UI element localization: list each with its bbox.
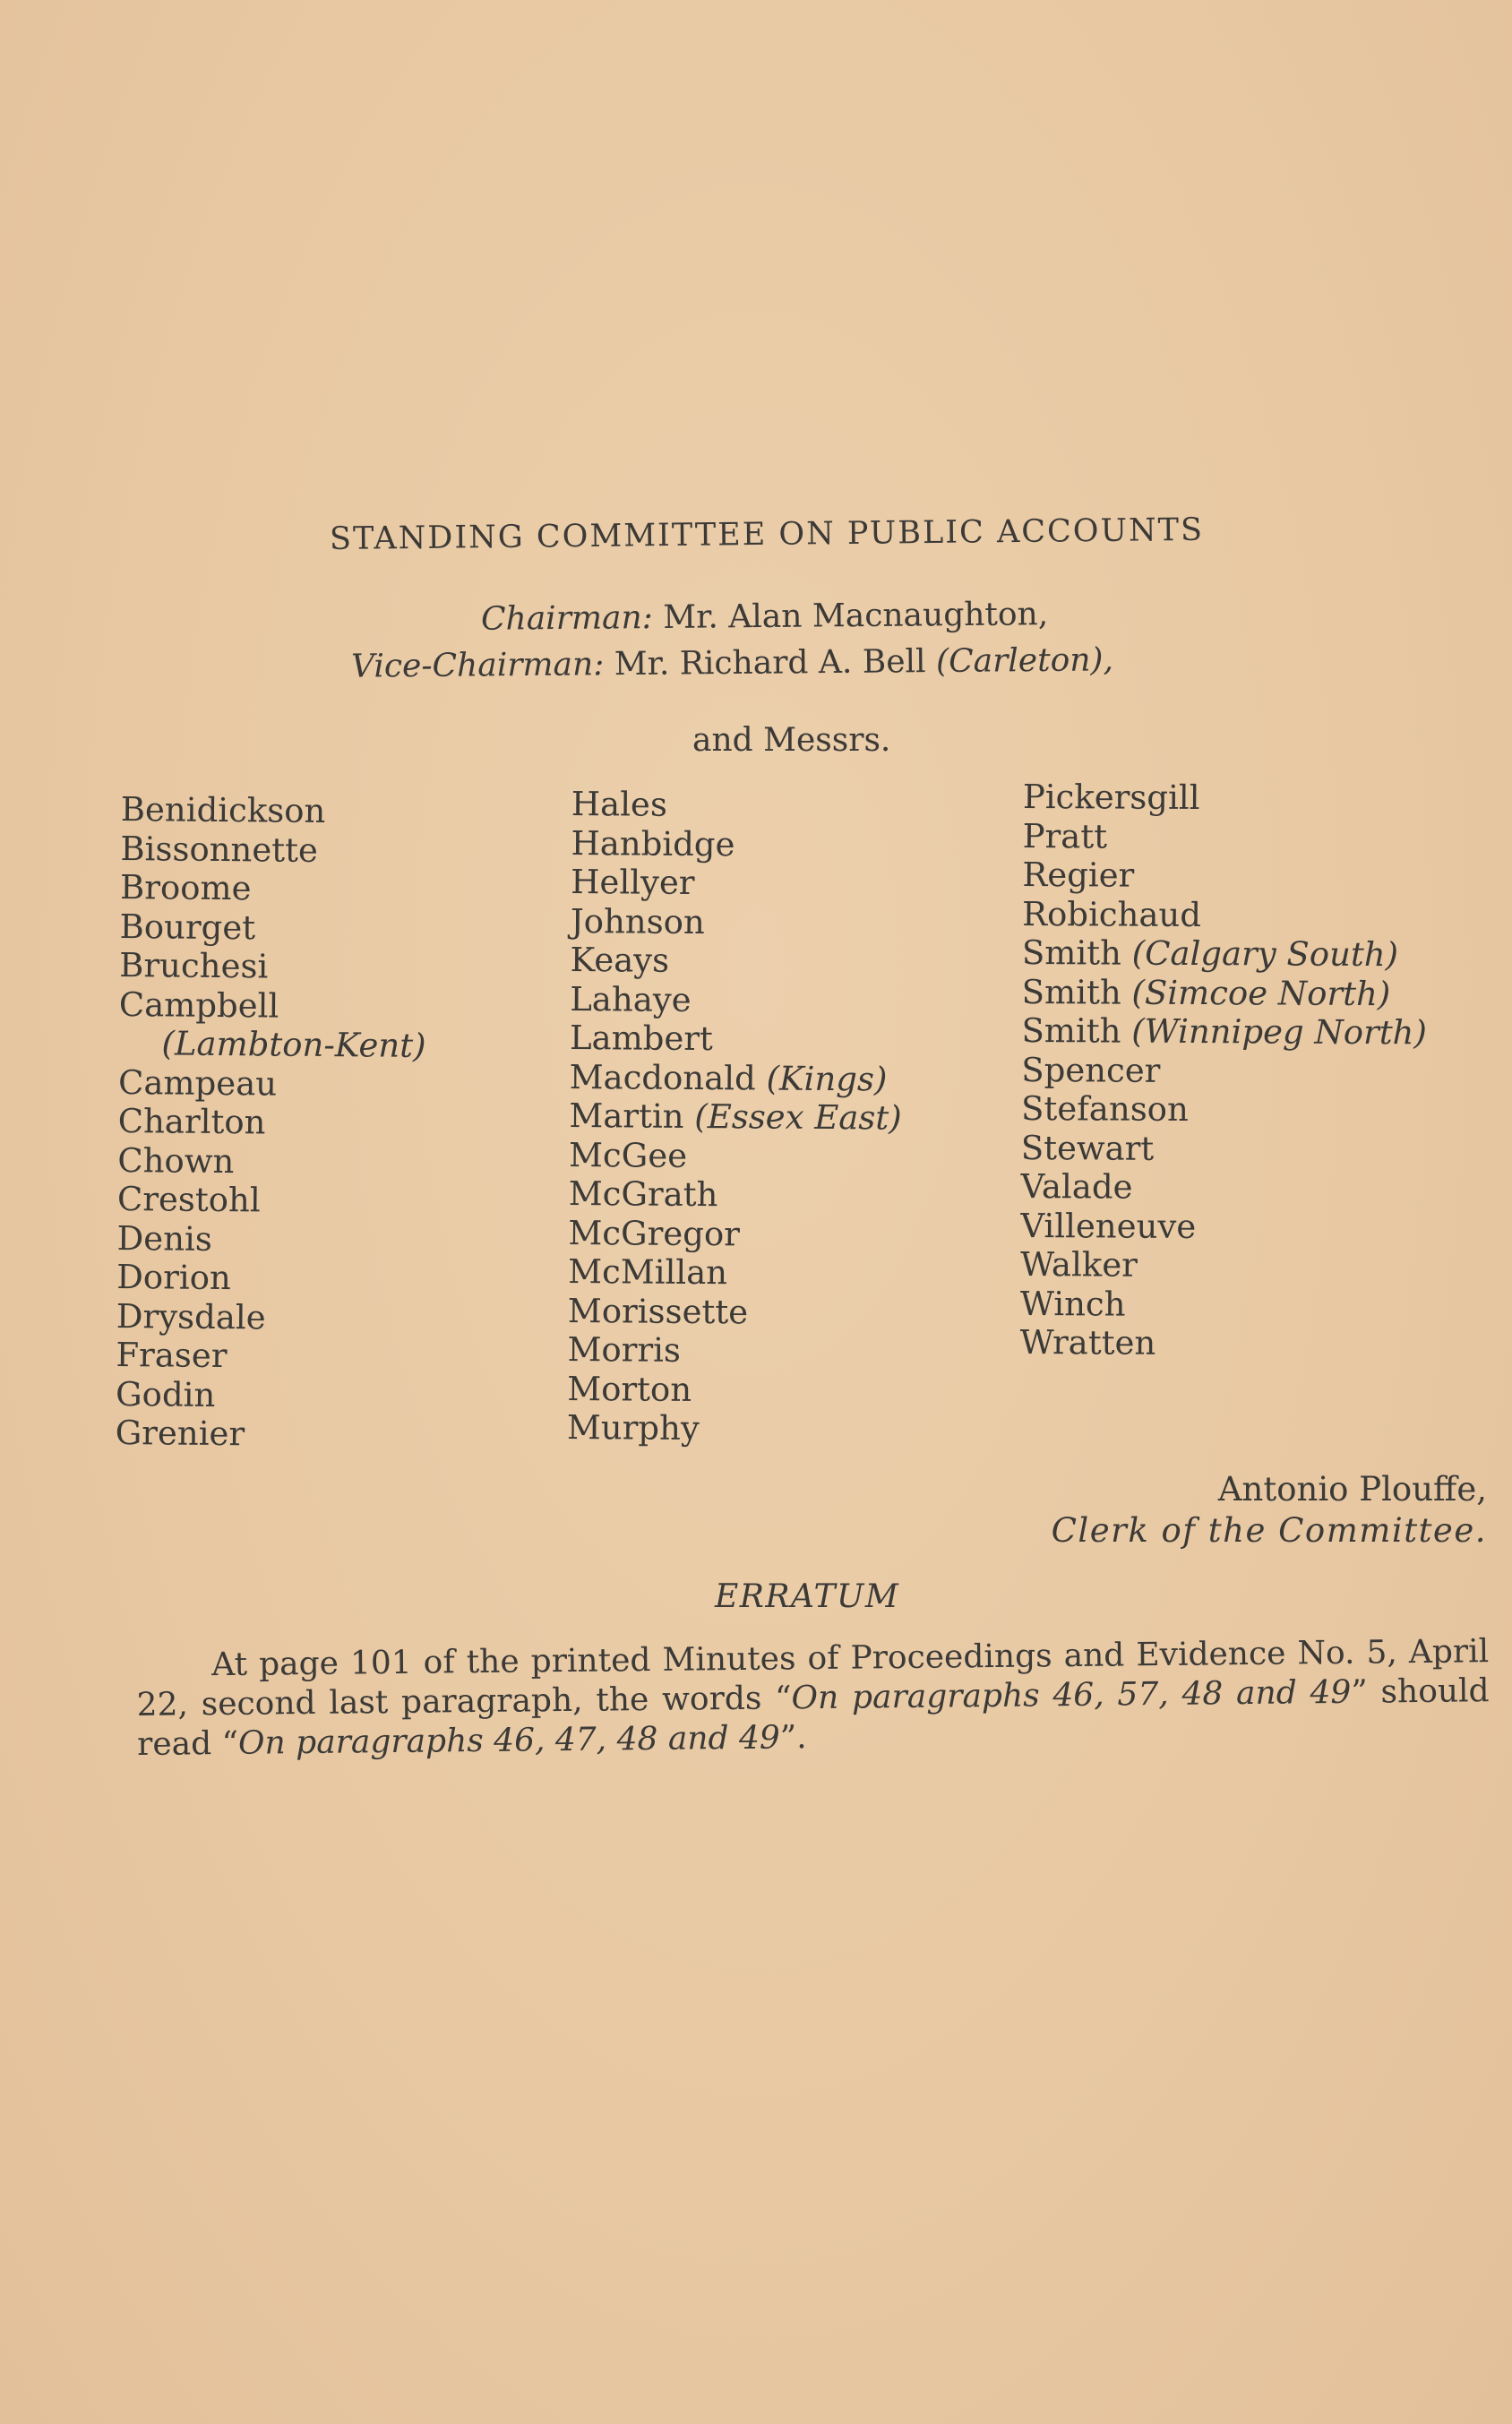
riding-text: (Calgary South) bbox=[1131, 933, 1399, 975]
members-column-3 bbox=[1020, 778, 1429, 1364]
member-name: Chown bbox=[117, 1140, 235, 1181]
and-messrs: and Messrs. bbox=[692, 722, 891, 759]
member-name: Hanbidge bbox=[571, 823, 735, 864]
member-name: Pratt bbox=[1022, 816, 1108, 855]
member-name: Hales bbox=[571, 785, 668, 824]
member-name: Johnson bbox=[570, 901, 705, 941]
member-name: Bissonnette bbox=[120, 829, 319, 870]
riding-text: (Winnipeg North) bbox=[1131, 1011, 1428, 1053]
members-column-2 bbox=[567, 785, 904, 1449]
member-name: Martin bbox=[569, 1096, 684, 1136]
erratum-correct-words: On paragraphs 46, 47, 48 and 49 bbox=[237, 1719, 780, 1762]
member-name: Smith bbox=[1021, 933, 1122, 973]
member-name: Keays bbox=[570, 940, 670, 980]
member-name: Bruchesi bbox=[119, 945, 269, 986]
member-name: Godin bbox=[115, 1374, 216, 1414]
members-column-1 bbox=[116, 790, 428, 1455]
erratum-paragraph bbox=[136, 1632, 1490, 1765]
member-name: Benidickson bbox=[120, 790, 326, 830]
chairman-line bbox=[481, 596, 1049, 638]
member-entry bbox=[1022, 933, 1428, 975]
member-name: Lahaye bbox=[570, 979, 692, 1019]
member-entry bbox=[1021, 1011, 1427, 1053]
riding-text: (Kings) bbox=[766, 1059, 888, 1098]
member-name: Valade bbox=[1020, 1166, 1133, 1207]
member-name: Wratten bbox=[1019, 1322, 1156, 1362]
member-name: Bourget bbox=[119, 907, 256, 947]
riding-text: (Essex East) bbox=[694, 1096, 902, 1138]
member-name: Dorion bbox=[116, 1257, 232, 1298]
erratum-text-end: ”. bbox=[779, 1719, 807, 1757]
member-name: Campeau bbox=[117, 1062, 278, 1104]
member-name: Broome bbox=[119, 867, 252, 908]
member-riding bbox=[118, 1024, 425, 1065]
vice-chairman-line bbox=[351, 641, 1113, 684]
erratum-heading: ERRATUM bbox=[715, 1578, 900, 1615]
member-name: Lambert bbox=[569, 1018, 714, 1059]
committee-heading: STANDING COMMITTEE ON PUBLIC ACCOUNTS bbox=[329, 511, 1205, 557]
member-name: Hellyer bbox=[571, 862, 695, 902]
member-name: Robichaud bbox=[1022, 894, 1202, 934]
erratum-wrong-words: On paragraphs 46, 57, 48 and 49 bbox=[791, 1673, 1352, 1717]
member-name: McGregor bbox=[568, 1213, 741, 1253]
member-name: Murphy bbox=[566, 1407, 700, 1448]
erratum-text-start: At page 101 of the printed Minutes of Proceedings and Evidence No. 5, April 22, second last paragraph, the words “ bbox=[136, 1633, 1490, 1723]
member-name: McMillan bbox=[568, 1251, 728, 1293]
member-name: Charlton bbox=[117, 1101, 266, 1142]
chairman-label: Chairman: bbox=[480, 599, 654, 638]
clerk-name: Antonio Plouffe, bbox=[1217, 1470, 1487, 1509]
member-name: Grenier bbox=[115, 1413, 245, 1454]
erratum-text bbox=[136, 1632, 1490, 1765]
riding-text: (Lambton-Kent) bbox=[161, 1024, 426, 1065]
vice-chairman-riding: (Carleton), bbox=[935, 641, 1114, 681]
erratum-text-mid: ” should read “ bbox=[136, 1672, 1490, 1763]
clerk-title: Clerk of the Committee. bbox=[1051, 1511, 1487, 1550]
member-name: Morton bbox=[567, 1369, 692, 1409]
member-name: Regier bbox=[1022, 855, 1135, 895]
member-name: Denis bbox=[116, 1218, 213, 1259]
member-name: Morris bbox=[567, 1329, 682, 1370]
member-name: Walker bbox=[1020, 1244, 1138, 1285]
member-name: Macdonald bbox=[569, 1057, 756, 1097]
riding-text: (Simcoe North) bbox=[1131, 973, 1391, 1013]
member-name: McGrath bbox=[568, 1173, 718, 1215]
member-entry bbox=[570, 1057, 903, 1098]
member-name: Stefanson bbox=[1020, 1088, 1189, 1129]
vice-chairman-label: Vice-Chairman: bbox=[350, 646, 605, 685]
member-name: Drysdale bbox=[116, 1296, 266, 1337]
member-name: Smith bbox=[1021, 1010, 1121, 1051]
member-name: Pickersgill bbox=[1022, 778, 1200, 818]
member-name: Crestohl bbox=[116, 1179, 261, 1220]
member-name: McGee bbox=[568, 1135, 688, 1175]
member-name: Smith bbox=[1021, 972, 1121, 1012]
member-name: Fraser bbox=[116, 1335, 228, 1376]
member-name: Morissette bbox=[567, 1291, 749, 1331]
member-entry bbox=[1022, 972, 1428, 1013]
member-name: Winch bbox=[1019, 1284, 1126, 1324]
member-entry bbox=[569, 1096, 902, 1138]
member-name: Spencer bbox=[1021, 1050, 1161, 1090]
clerk-signature-block bbox=[1030, 1469, 1487, 1552]
member-name: Stewart bbox=[1020, 1128, 1155, 1168]
vice-chairman-name: Mr. Richard A. Bell bbox=[614, 643, 926, 683]
member-name: Campbell bbox=[118, 984, 279, 1026]
member-name: Villeneuve bbox=[1020, 1206, 1197, 1246]
chairman-name: Mr. Alan Macnaughton, bbox=[663, 596, 1049, 636]
